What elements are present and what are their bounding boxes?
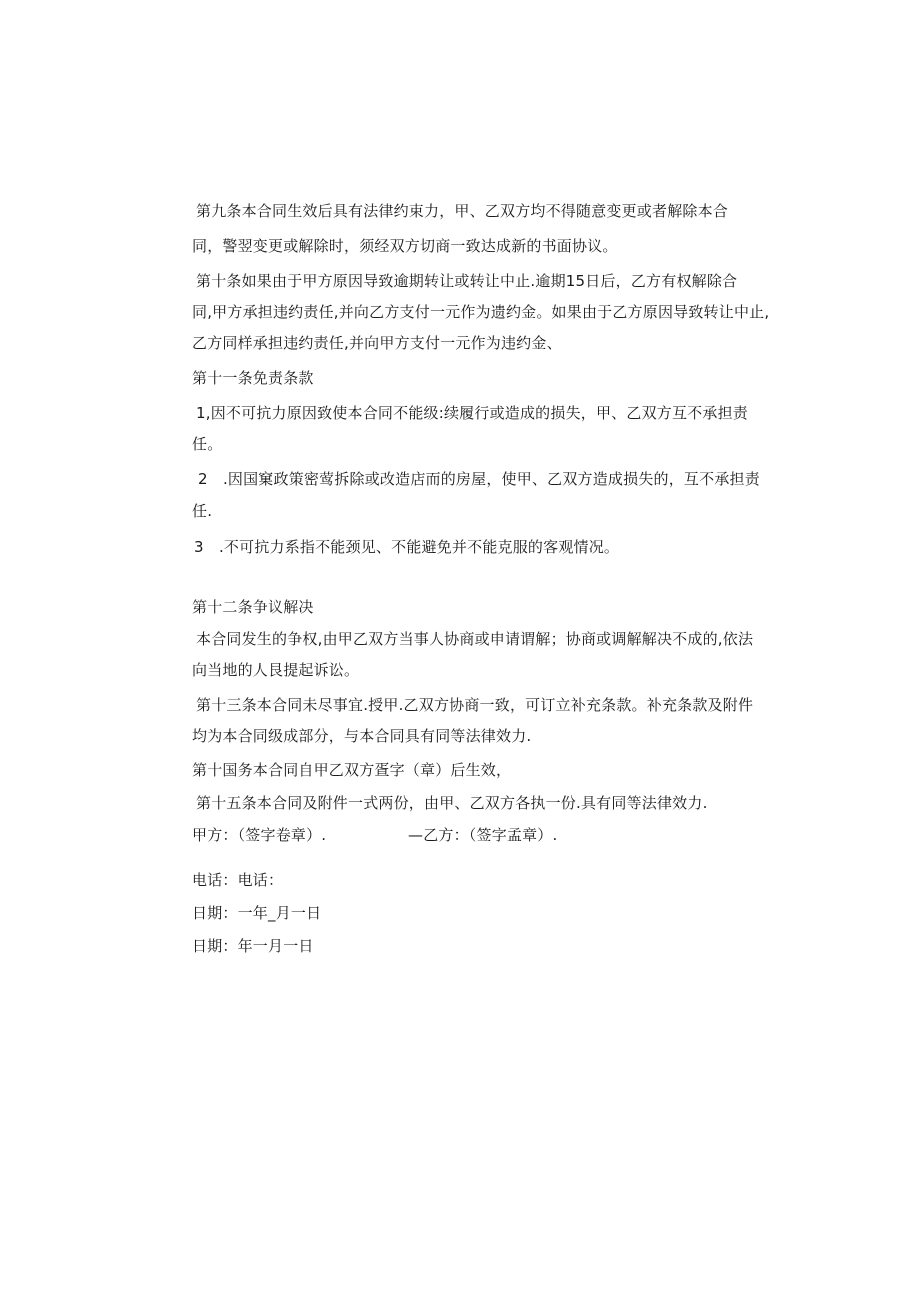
article-10-line-2: 同,甲方承担违约责任,并向乙方支付一元作为遗约金。如果由于乙方原因导致转让中止, xyxy=(192,303,770,321)
article-11-title: 第十一条免责条款 xyxy=(192,369,314,387)
date-line-2: 日期：年一月一日 xyxy=(192,937,314,955)
article-12-line-2: 向当地的人艮提起诉讼。 xyxy=(192,661,360,679)
article-13-line-1: 第十三条本合同未尽事宜.授甲.乙双方协商一致，可订立补充条款。补充条款及附件 xyxy=(196,696,754,714)
phone-line: 电话：电话： xyxy=(192,871,284,889)
article-9-line-1: 第九条本合同生效后具有法律约束力，甲、乙双方均不得随意变更或者解除本合 xyxy=(196,202,729,220)
article-11-item-1-line-1: 1,因不可抗力原因致使本合同不能级:续履行或造成的损失，甲、乙双方互不承担责 xyxy=(196,404,748,422)
article-12-title: 第十二条争议解决 xyxy=(192,598,314,616)
article-9-line-2: 同，警翌变更或解除时，须经双方切商一致达成新的书面协议。 xyxy=(192,237,618,255)
article-10-line-3: 乙方同样承担违约责任,并向甲方支付一元作为违约金、 xyxy=(192,334,562,352)
party-b-signature: —乙方：（签字孟章）. xyxy=(408,826,558,844)
date-line-1: 日期：一年_月一日 xyxy=(192,904,322,922)
article-13-line-2: 均为本合同级成部分，与本合同具有同等法律效力. xyxy=(192,727,532,745)
article-15: 第十五条本合同及附件一式两份，由甲、乙双方各执一份.具有同等法律效力. xyxy=(196,794,708,812)
article-11-item-2-line-1: 2 .因国窠政策密莺拆除或改造店而的房屋，使甲、乙双方造成损失的，互不承担责 xyxy=(198,470,760,488)
party-a-signature: 甲方：（签字卷章）. xyxy=(192,826,327,844)
article-12-line-1: 本合同发生的争权,由甲乙双方当事人协商或申请谓解；协商或调解解决不成的,依法 xyxy=(196,630,754,648)
article-11-item-1-line-2: 任。 xyxy=(192,435,223,453)
article-10-line-1: 第十条如果由于甲方原因导致逾期转让或转让中止.逾期15日后，乙方有权解除合 xyxy=(196,272,738,290)
article-11-item-3: 3 .不可抗力系指不能颈见、不能避免并不能克服的客观情况。 xyxy=(194,538,620,556)
article-11-item-2-line-2: 任. xyxy=(192,502,213,520)
article-14: 第十国务本合同自甲乙双方疍字（章）后生效， xyxy=(192,761,512,779)
